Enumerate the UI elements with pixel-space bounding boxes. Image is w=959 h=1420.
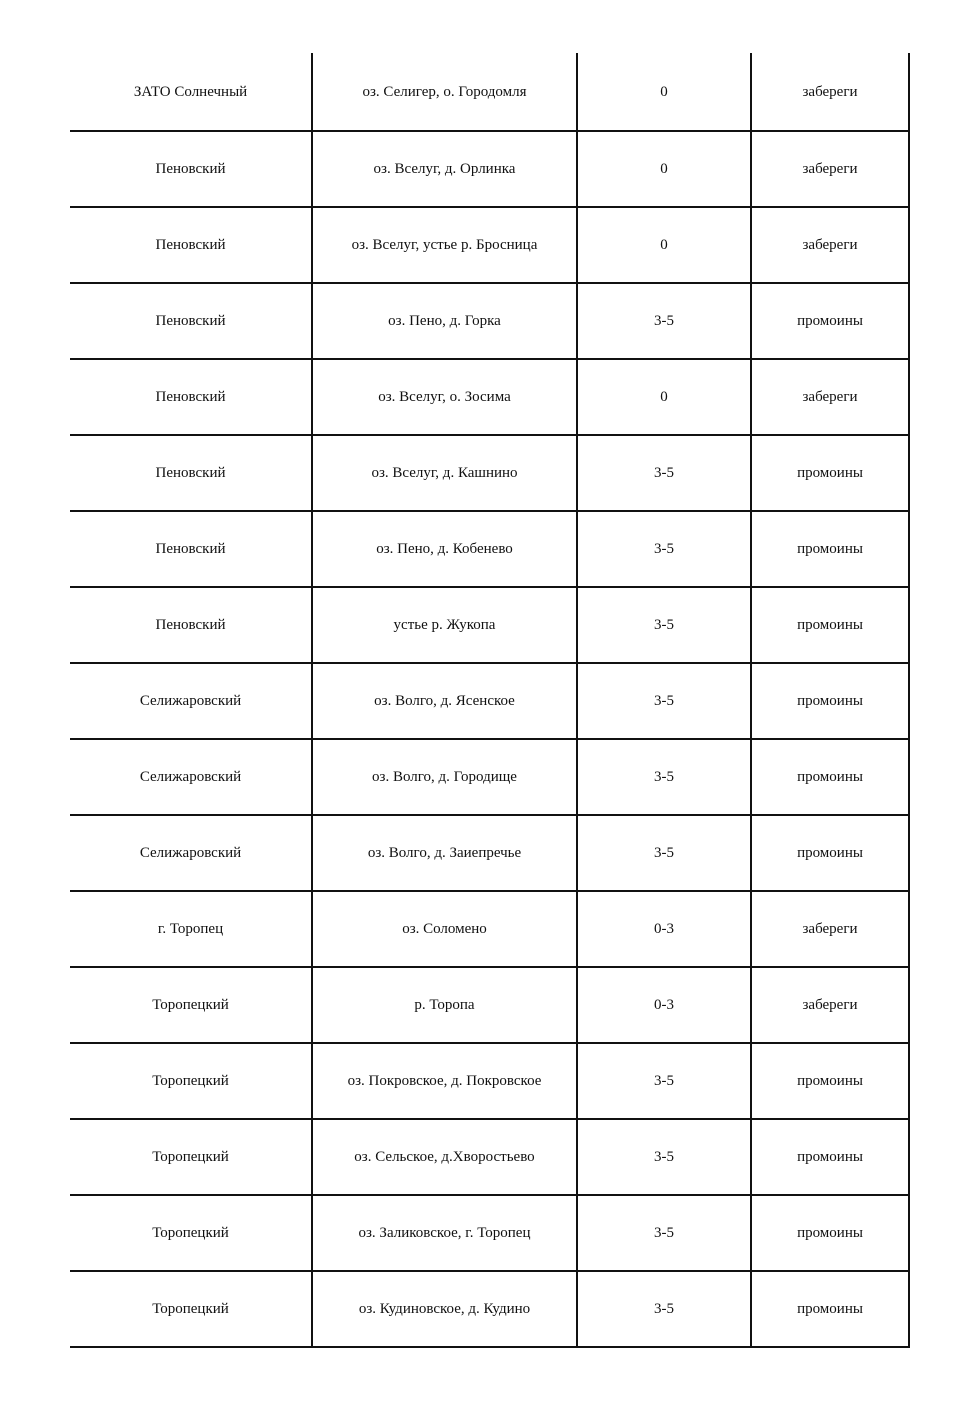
cell-place: оз. Селигер, о. Городомля xyxy=(312,53,577,131)
cell-district: Торопецкий xyxy=(70,1195,312,1271)
table-row xyxy=(70,815,909,891)
cell-district: Селижаровский xyxy=(70,739,312,815)
table-row xyxy=(70,131,909,207)
cell-district: Торопецкий xyxy=(70,1119,312,1195)
cell-place: оз. Вселуг, д. Орлинка xyxy=(312,131,577,207)
table-row xyxy=(70,739,909,815)
cell-depth: 0 xyxy=(577,131,751,207)
cell-place: оз. Вселуг, устье р. Бросница xyxy=(312,207,577,283)
cell-phenomenon: промоины xyxy=(751,1271,909,1347)
cell-phenomenon: забереги xyxy=(751,359,909,435)
cell-phenomenon: забереги xyxy=(751,967,909,1043)
cell-depth: 0 xyxy=(577,359,751,435)
cell-phenomenon: забереги xyxy=(751,131,909,207)
cell-depth: 3-5 xyxy=(577,1271,751,1347)
cell-place: устье р. Жукопа xyxy=(312,587,577,663)
table-row xyxy=(70,587,909,663)
cell-depth: 3-5 xyxy=(577,1043,751,1119)
ice-conditions-table xyxy=(70,53,910,1348)
cell-place: оз. Соломено xyxy=(312,891,577,967)
cell-district: ЗАТО Солнечный xyxy=(70,53,312,131)
table-row xyxy=(70,359,909,435)
cell-place: оз. Сельское, д.Хворостьево xyxy=(312,1119,577,1195)
cell-district: Пеновский xyxy=(70,587,312,663)
cell-depth: 0 xyxy=(577,53,751,131)
cell-place: оз. Покровское, д. Покровское xyxy=(312,1043,577,1119)
cell-district: Торопецкий xyxy=(70,967,312,1043)
cell-place: оз. Кудиновское, д. Кудино xyxy=(312,1271,577,1347)
cell-place: оз. Волго, д. Городище xyxy=(312,739,577,815)
cell-depth: 3-5 xyxy=(577,739,751,815)
cell-district: Селижаровский xyxy=(70,663,312,739)
cell-district: Пеновский xyxy=(70,511,312,587)
cell-district: Торопецкий xyxy=(70,1043,312,1119)
cell-district: Пеновский xyxy=(70,359,312,435)
table-body xyxy=(70,53,909,1347)
table-row xyxy=(70,663,909,739)
cell-district: Пеновский xyxy=(70,283,312,359)
cell-phenomenon: промоины xyxy=(751,1043,909,1119)
cell-depth: 3-5 xyxy=(577,283,751,359)
cell-place: р. Торопа xyxy=(312,967,577,1043)
cell-district: Пеновский xyxy=(70,207,312,283)
cell-phenomenon: промоины xyxy=(751,1119,909,1195)
cell-depth: 3-5 xyxy=(577,663,751,739)
table-row xyxy=(70,1271,909,1347)
cell-depth: 3-5 xyxy=(577,511,751,587)
table-row xyxy=(70,1043,909,1119)
cell-phenomenon: промоины xyxy=(751,435,909,511)
cell-phenomenon: промоины xyxy=(751,511,909,587)
table-row xyxy=(70,435,909,511)
cell-place: оз. Волго, д. Заиепречье xyxy=(312,815,577,891)
cell-depth: 3-5 xyxy=(577,815,751,891)
cell-depth: 3-5 xyxy=(577,435,751,511)
cell-place: оз. Вселуг, д. Кашнино xyxy=(312,435,577,511)
cell-place: оз. Пено, д. Кобенево xyxy=(312,511,577,587)
cell-district: Пеновский xyxy=(70,435,312,511)
cell-district: Селижаровский xyxy=(70,815,312,891)
table-row xyxy=(70,53,909,131)
cell-place: оз. Вселуг, о. Зосима xyxy=(312,359,577,435)
table-row xyxy=(70,511,909,587)
cell-phenomenon: промоины xyxy=(751,587,909,663)
cell-place: оз. Пено, д. Горка xyxy=(312,283,577,359)
table-row xyxy=(70,1195,909,1271)
table-row xyxy=(70,1119,909,1195)
cell-depth: 3-5 xyxy=(577,587,751,663)
cell-place: оз. Волго, д. Ясенское xyxy=(312,663,577,739)
cell-depth: 3-5 xyxy=(577,1195,751,1271)
cell-phenomenon: забереги xyxy=(751,53,909,131)
cell-phenomenon: забереги xyxy=(751,207,909,283)
table-row xyxy=(70,283,909,359)
cell-place: оз. Заликовское, г. Торопец xyxy=(312,1195,577,1271)
cell-depth: 0-3 xyxy=(577,967,751,1043)
table-row xyxy=(70,207,909,283)
table-row xyxy=(70,967,909,1043)
cell-depth: 3-5 xyxy=(577,1119,751,1195)
cell-phenomenon: промоины xyxy=(751,815,909,891)
table-row xyxy=(70,891,909,967)
cell-phenomenon: промоины xyxy=(751,663,909,739)
cell-district: Торопецкий xyxy=(70,1271,312,1347)
cell-depth: 0-3 xyxy=(577,891,751,967)
cell-phenomenon: забереги xyxy=(751,891,909,967)
cell-phenomenon: промоины xyxy=(751,283,909,359)
cell-depth: 0 xyxy=(577,207,751,283)
cell-phenomenon: промоины xyxy=(751,1195,909,1271)
cell-phenomenon: промоины xyxy=(751,739,909,815)
cell-district: Пеновский xyxy=(70,131,312,207)
cell-district: г. Торопец xyxy=(70,891,312,967)
